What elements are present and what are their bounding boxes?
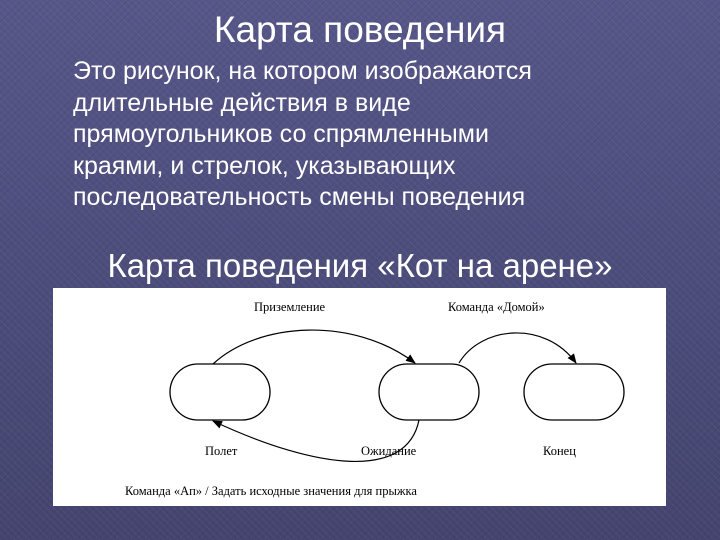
behavior-map-diagram [53, 288, 666, 506]
slide-title: Карта поведения [213, 9, 507, 50]
state-label-waiting: Ожидание [361, 444, 417, 458]
state-end [524, 364, 624, 420]
transition-label-home-command: Команда «Домой» [448, 300, 545, 314]
intro-line: последовательность смены поведения [73, 183, 526, 211]
intro-line: Это рисунок, на котором изображаются [73, 57, 532, 85]
intro-line: краями, и стрелок, указывающих [73, 151, 456, 180]
transition-label-jump-command: Команда «Ап» / Задать исходные значения для прыжка [125, 484, 417, 498]
state-label-flight: Полет [205, 444, 238, 458]
state-label-end: Конец [543, 444, 576, 458]
intro-line: прямоугольников со спрямленными [73, 120, 489, 148]
arrow-landing [213, 330, 415, 364]
diagram-subtitle: Карта поведения «Кот на арене» [107, 247, 613, 284]
behavior-map-svg [53, 288, 666, 506]
intro-text [73, 56, 693, 214]
state-waiting [379, 364, 479, 420]
transition-label-landing: Приземление [254, 300, 326, 314]
arrow-home-command [459, 333, 576, 363]
state-flight [170, 364, 270, 420]
intro-line: длительные действия в виде [73, 88, 411, 117]
